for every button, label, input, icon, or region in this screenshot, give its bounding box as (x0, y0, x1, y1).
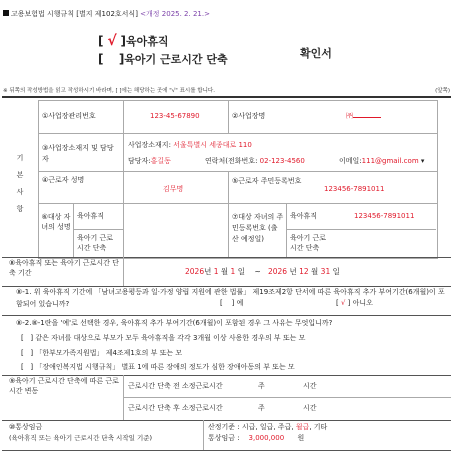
end-month: 12 (299, 267, 309, 276)
worker-id-label: ⑤근로자 주민등록번호 (232, 177, 302, 185)
end-day: 31 (320, 267, 331, 276)
q1-no-checkmark: √ (340, 299, 346, 307)
target-id-leave-row: 육아휴직 (290, 212, 318, 220)
law-reference (3, 9, 210, 19)
start-month: 1 (213, 267, 219, 276)
phone-line: 연락처(전화번호: 02-123-4560 (205, 157, 305, 165)
start-year: 2026 (185, 267, 205, 276)
manager-line: 담당자:홍길동 (128, 157, 171, 165)
title-line1: 육아휴직 (126, 35, 169, 48)
company-name-value: ㈜ (346, 112, 381, 121)
worker-name-label: ④근로자 성명 (42, 176, 85, 184)
wage-amount: 통상임금 : 3,000,000 원 (208, 434, 305, 442)
period-label: ⑧육아휴직 또는 육아기 근로시간 단축 기간 (9, 259, 119, 277)
employment-insurance-form: 고용보험법 시행규칙 [별지 제102호서식] <개정 2025. 2. 21.> [ √ ]육아휴직 [ ]육아기 근로시간 단축 확인서 ※ 뒤쪽의 작성방법을 읽고 작성하시기 바라며, [ ]에는 해당하는 곳에 "√" 표시를 합니다. (앞쪽) 기 본 사 항 ①사업장관리번호 123-45-67890 ②사업장명 ㈜ ③사업장소재지 및 담당자 사업장소재지: 서울특별시 세종대로 110 담당자:홍길동 연락처(전화번호: 02-123-4560 이메일:111@gmail.com ▾ ④근로자 성명 김무명 ⑤근로자 주민등록번호 123456-7891011 ⑥대상 자녀의 성명 육아휴직 육아기 근로 시간 단축 ⑦대상 자녀의 주민등록번호 (출산 예정일) 육아휴직 123456-7891011 육아기 근로 시간 단축 ⑧육아휴직 또는 육아기 근로시간 단축 기간 2026년 1 월 1 일 ~ 2026 년 12 월 31 일 ⑧-1. 위 육아휴직 기간에 「남녀고용평등과 일·가정 양립 지원에 관한 법률」 제19조제2항 단서에 따른 육아휴직 추가 부여기간(6개월)이 포함되어 있습니까? [ ] 예 [ √ ] 아니오 ⑧-2.⑧-1란을 '예'로 선택한 경우, 육아휴직 추가 부여기간(6개월)이 포함된 경우 그 사유는 무엇입니까? [ ] 같은 자녀를 대상으로 부모가 모두 육아휴직을 각각 3개월 이상 사용한 경우의 부 또는 모 [ ] 「한부모가족지원법」 제4조제1호의 부 또는 모 [ ] 「장애인복지법 시행규칙」 별표 1에 따른 장애의 정도가 심한 장애아동의 부 또는 모 ⑨육아기 근로시간 단축에 따른 근로시간 변동 근로시간 단축 전 소정근로시간 주 시간 근로시간 단축 후 소정근로시간 주 시간 ⑩통상임금 (육아휴직 또는 육아기 근로시간 단축 시작일 기준) 산정기준 : 시급, 일급, 주급, 월급, 기타 통상임금 : 3,000,000 원 (0, 0, 453, 453)
manager-value: 홍길동 (150, 157, 171, 165)
address-value: 서울특별시 세종대로 110 (173, 141, 252, 149)
title-reduced-hours: [ ]육아기 근로시간 단축 (98, 52, 228, 66)
target-id-value: 123456-7891011 (354, 212, 415, 220)
page-side: (앞쪽) (435, 88, 450, 94)
q1-question: ⑧-1. 위 육아휴직 기간에 「남녀고용평등과 일·가정 양립 지원에 관한 법률」 제19조제2항 단서에 따른 육아휴직 추가 부여기간(6개월)이 포함되어 있습니까? (16, 288, 445, 308)
wage-amount-value: 3,000,000 (248, 434, 285, 442)
reg-no-label: ①사업장관리번호 (42, 112, 96, 120)
q2-option-1[interactable]: [ ] 같은 자녀를 대상으로 부모가 모두 육아휴직을 각각 3개월 이상 사용한 경우의 부 또는 모 (21, 334, 306, 342)
address-line: 사업장소재지: 서울특별시 세종대로 110 (128, 141, 252, 149)
title-line2: 육아기 근로시간 단축 (124, 53, 228, 66)
q1-no-option[interactable]: [ √ ] 아니오 (336, 299, 373, 307)
target-id-reduced-row: 육아기 근로 시간 단축 (290, 234, 327, 252)
hours-change-label: ⑨육아기 근로시간 단축에 따른 근로시간 변동 (9, 377, 119, 395)
company-name-label: ②사업장명 (232, 112, 266, 120)
q2-question: ⑧-2.⑧-1란을 '예'로 선택한 경우, 육아휴직 추가 부여기간(6개월)이 포함된 경우 그 사유는 무엇입니까? (16, 319, 333, 327)
hours-before-label: 근로시간 단축 전 소정근로시간 (128, 382, 223, 390)
q2-option-3[interactable]: [ ] 「장애인복지법 시행규칙」 별표 1에 따른 장애의 정도가 심한 장애아동의 부 또는 모 (21, 363, 295, 371)
title-checkmark: √ (107, 33, 117, 49)
title-childcare-leave: [ √ ]육아휴직 (98, 33, 169, 49)
phone-value: 02-123-4560 (259, 157, 305, 165)
hours-after-label: 근로시간 단축 후 소정근로시간 (128, 404, 223, 412)
period-range: 2026년 1 월 1 일 ~ 2026 년 12 월 31 일 (185, 267, 340, 276)
target-child-label: ⑥대상 자녀의 성명 (41, 213, 71, 231)
target-child-id-label: ⑦대상 자녀의 주민등록번호 (출산 예정일) (232, 213, 284, 243)
top-divider (2, 96, 451, 98)
law-ref-text: 고용보험법 시행규칙 [별지 제102호서식] (11, 10, 138, 18)
confirm-heading: 확인서 (300, 47, 332, 60)
target-reduced-row: 육아기 근로 시간 단축 (77, 234, 114, 252)
q1-yes-option[interactable]: [ ] 예 (220, 299, 244, 307)
instruction-note: ※ 뒤쪽의 작성방법을 읽고 작성하시기 바라며, [ ]에는 해당하는 곳에 "√" 표시를 합니다. (앞쪽) (3, 88, 450, 94)
address-manager-label: ③사업장소재지 및 담당자 (42, 144, 114, 163)
worker-name-value: 김무명 (163, 185, 184, 193)
start-day: 1 (230, 267, 236, 276)
target-leave-row: 육아휴직 (77, 212, 105, 220)
email-line: 이메일:111@gmail.com ▾ (339, 157, 425, 165)
wage-basis: 산정기준 : 시급, 일급, 주급, 월급, 기타 (208, 423, 328, 431)
reg-no-value: 123-45-67890 (150, 112, 200, 120)
wage-label: ⑩통상임금 (9, 423, 43, 431)
worker-id-value: 123456-7891011 (324, 185, 385, 193)
wage-sublabel: (육아휴직 또는 육아기 근로시간 단축 시작일 기준) (9, 434, 153, 442)
revision-date: <개정 2025. 2. 21.> (140, 10, 210, 18)
end-year: 2026 (267, 267, 288, 276)
q2-option-2[interactable]: [ ] 「한부모가족지원법」 제4조제1호의 부 또는 모 (21, 349, 183, 357)
email-value: 111@gmail.com (361, 157, 419, 165)
section-label-basic: 기 본 사 항 (16, 154, 24, 213)
wage-basis-selected: 월급 (295, 423, 310, 431)
square-bullet-icon (3, 10, 9, 16)
